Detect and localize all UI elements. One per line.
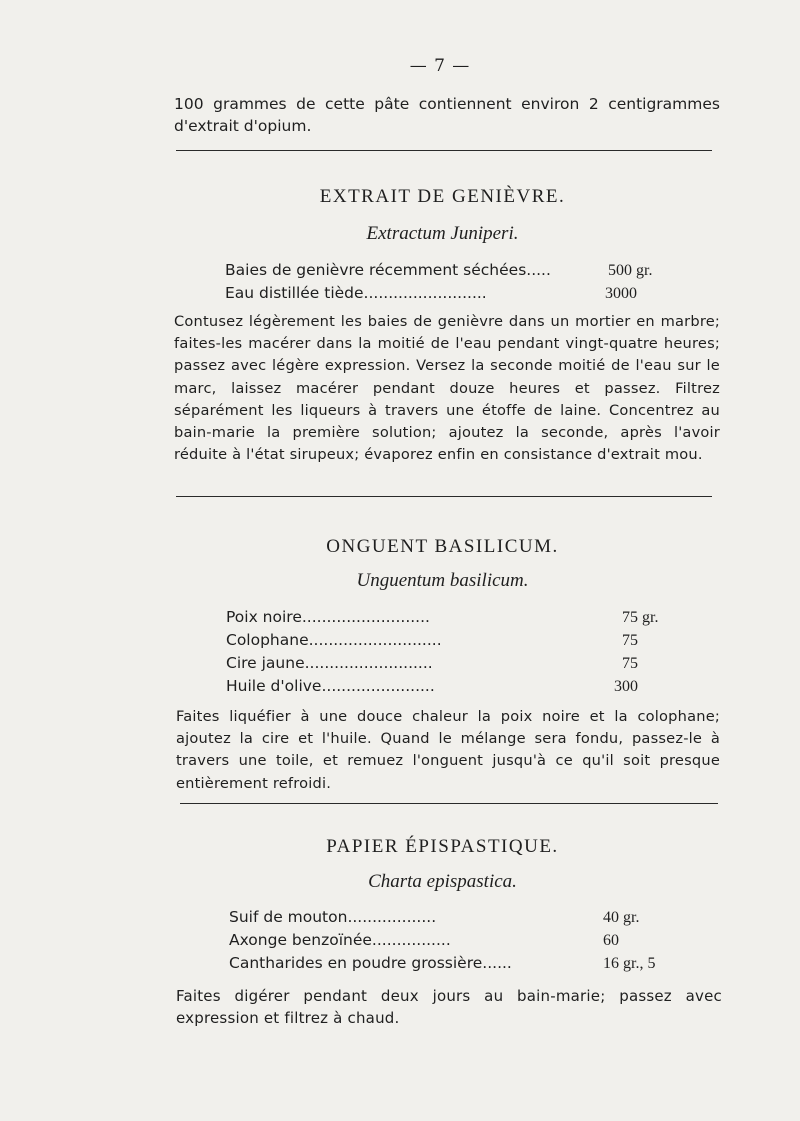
section-divider xyxy=(176,496,712,497)
ingredient-name: Poix noire.......................... xyxy=(226,608,430,626)
ingredient-quantity: 75 xyxy=(622,632,638,649)
ingredient-quantity: 500 gr. xyxy=(608,262,653,279)
ingredient-name: Cire jaune.......................... xyxy=(226,654,433,672)
section-subtitle-charta-epispastica: Charta epispastica. xyxy=(368,871,517,892)
section-title-onguent-basilicum: ONGUENT BASILICUM. xyxy=(326,536,559,557)
ingredient-quantity: 75 xyxy=(622,655,638,672)
ingredient-row xyxy=(226,652,671,675)
preparation-text: Faites digérer pendant deux jours au bain-marie; passez avec expression et filtrez à chaud. xyxy=(176,987,722,1028)
ingredient-name: Suif de mouton.................. xyxy=(229,908,437,926)
ingredient-row xyxy=(229,929,679,952)
ingredient-list xyxy=(229,906,679,975)
ingredient-name: Baies de genièvre récemment séchées..... xyxy=(225,261,551,279)
section-title-extrait-genievre: EXTRAIT DE GENIÈVRE. xyxy=(319,186,566,207)
ingredient-name: Huile d'olive....................... xyxy=(226,677,435,695)
ingredient-name: Colophane........................... xyxy=(226,631,442,649)
ingredient-quantity: 40 gr. xyxy=(603,909,640,926)
ingredient-quantity: 60 xyxy=(603,932,619,949)
section-divider xyxy=(176,150,712,151)
ingredient-row xyxy=(226,629,671,652)
intro-paragraph: 100 grammes de cette pâte contiennent environ 2 centigrammes d'extrait d'opium. xyxy=(174,95,720,135)
ingredient-quantity: 75 gr. xyxy=(622,609,659,626)
ingredient-name: Eau distillée tiède......................... xyxy=(225,284,487,302)
ingredient-name: Axonge benzoïnée................ xyxy=(229,931,451,949)
ingredient-row xyxy=(226,606,671,629)
ingredient-quantity: 16 gr., 5 xyxy=(603,955,656,972)
section-subtitle-extractum-juniperi: Extractum Juniperi. xyxy=(366,223,519,244)
ingredient-quantity: 3000 xyxy=(605,285,637,302)
preparation-text: Contusez légèrement les baies de genièvre dans un mortier en marbre; faites-les macérer dans la moitié de l'eau pendant vingt-quatre heures; passez avec légère expression. Versez la seconde moitié de l'eau sur le marc, laissez macérer pendant douze heures et passez. Filtrez séparément les liqueurs à travers une étoffe de laine. Concentrez au bain-marie la première solution; ajoutez la seconde, après l'avoir réduite à l'état sirupeux; évaporez enfin en consistance d'extrait mou. xyxy=(174,313,720,464)
section-subtitle-unguentum-basilicum: Unguentum basilicum. xyxy=(356,570,529,591)
ingredient-list xyxy=(226,606,671,698)
page-number: — 7 — xyxy=(409,56,471,76)
ingredient-row xyxy=(225,259,670,282)
ingredient-row xyxy=(226,675,671,698)
ingredient-row xyxy=(225,282,670,305)
preparation-text: Faites liquéfier à une douce chaleur la poix noire et la colophane; ajoutez la cire et l'huile. Quand le mélange sera fondu, passez-le à travers une toile, et remuez l'onguent jusqu'à ce qu'il soit presque entièrement refroidi. xyxy=(176,708,720,792)
ingredient-row xyxy=(229,952,679,975)
ingredient-list xyxy=(225,259,670,305)
section-divider xyxy=(180,803,718,804)
ingredient-row xyxy=(229,906,679,929)
section-title-papier-epispastique: PAPIER ÉPISPASTIQUE. xyxy=(326,836,559,857)
ingredient-name: Cantharides en poudre grossière...... xyxy=(229,954,512,972)
ingredient-quantity: 300 xyxy=(614,678,638,695)
